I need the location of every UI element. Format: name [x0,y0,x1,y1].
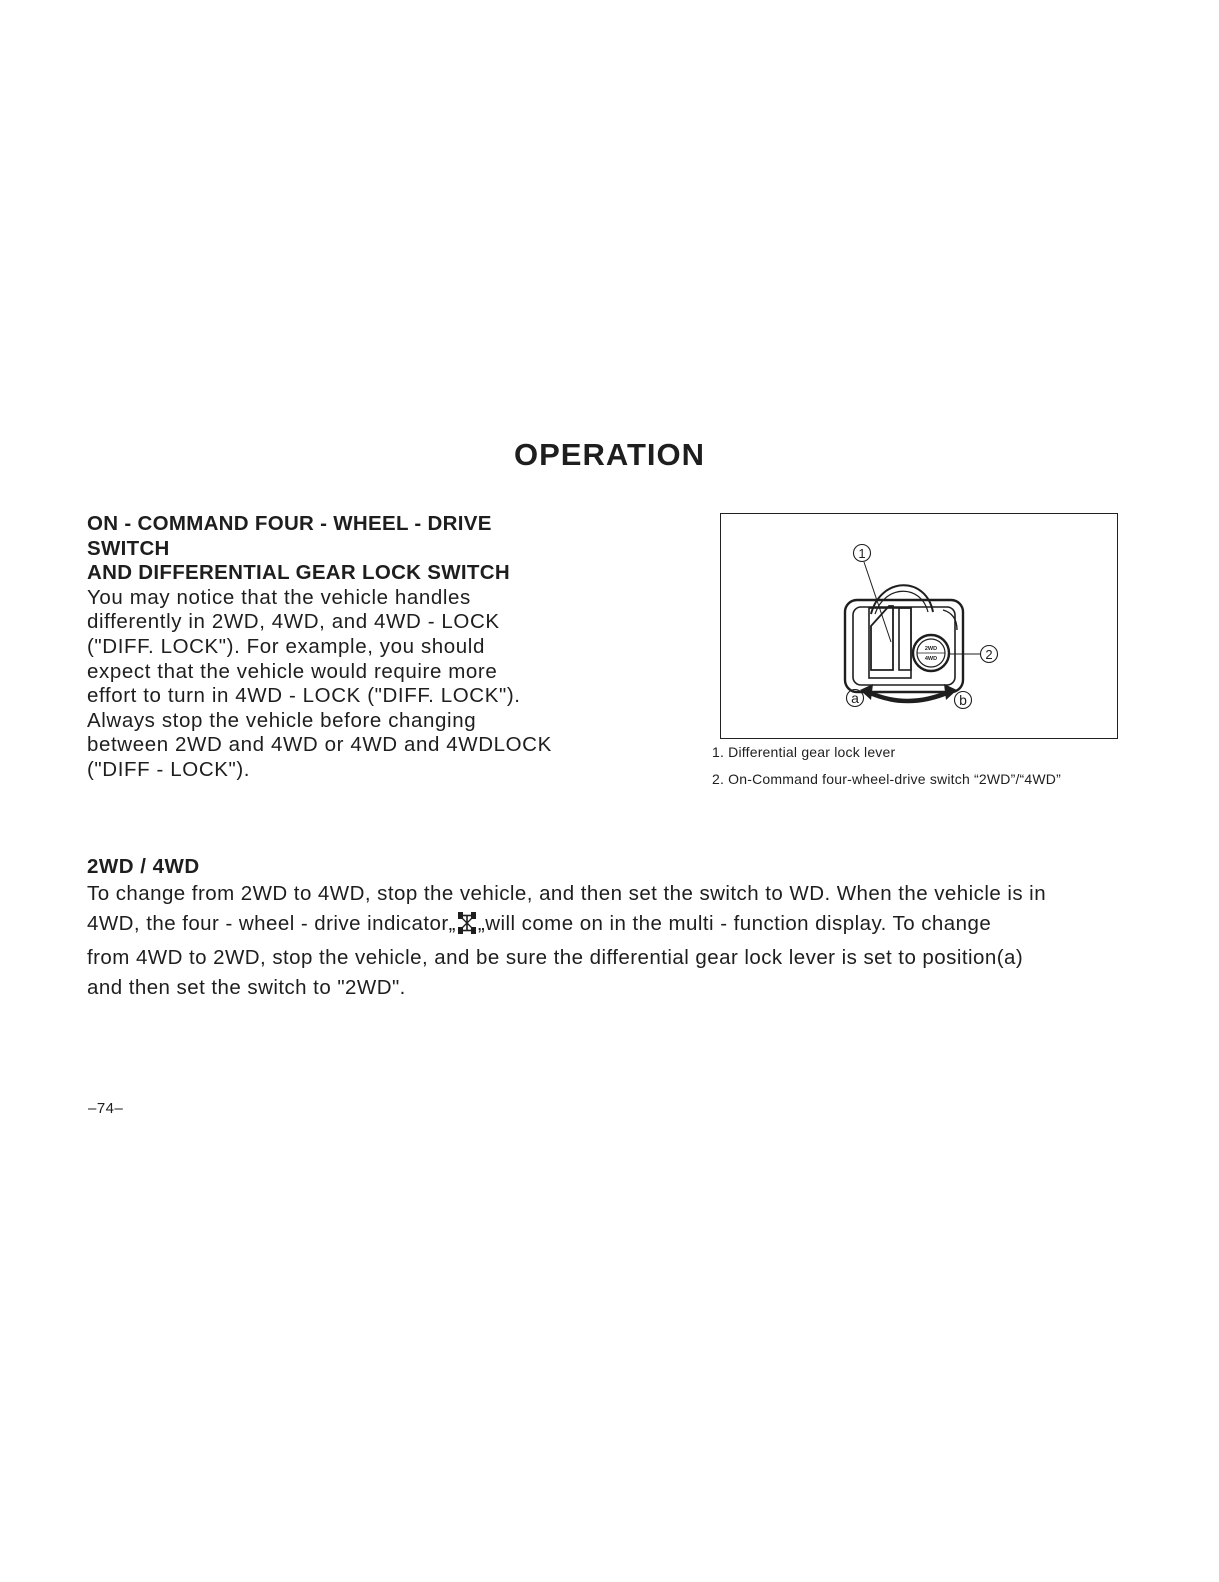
body-line: ("DIFF. LOCK"). For example, you should [87,634,485,658]
section-2-line-3: from 4WD to 2WD, stop the vehicle, and be sure the differential gear lock lever is set to position(a) [87,946,1024,969]
section-heading-line-2: SWITCH [87,536,170,560]
four-wheel-drive-indicator-icon [457,911,477,944]
switch-diagram [720,513,1118,739]
section-heading-line-1: ON - COMMAND FOUR - WHEEL - DRIVE [87,512,492,535]
section-4wd-switch [87,512,647,783]
section-2-heading: 2WD / 4WD [87,855,200,878]
figure-caption-1: 1. Differential gear lock lever [712,744,896,760]
body-line: between 2WD and 4WD or 4WD and 4WDLOCK [87,733,552,757]
line-2-start: 4WD, the four - wheel - drive indicator [87,911,449,935]
page-number: –74– [88,1100,124,1117]
section-2-line-1: To change from 2WD to 4WD, stop the vehicle, and then set the switch to WD. When the vehicle is in [87,882,1047,905]
figure-caption-2: 2. On-Command four-wheel-drive switch “2WD”/“4WD” [712,771,1061,787]
quote-open: „ [448,911,456,935]
switch-label-2wd: 2WD [924,646,938,652]
body-line: expect that the vehicle would require more [87,659,498,683]
body-line: effort to turn in 4WD - LOCK ("DIFF. LOCK"). [87,684,521,708]
position-arrow [868,692,949,701]
position-b-label: b [959,692,967,708]
page-title: OPERATION [514,437,705,472]
quote-close: „ [477,911,486,935]
callout-1-leader [864,562,891,642]
body-line: differently in 2WD, 4WD, and 4WD - LOCK [87,610,500,634]
position-a-label: a [851,690,859,706]
line-2-end: will come on in the multi - function display. To change [485,911,992,935]
section-2-line-4: and then set the switch to "2WD". [87,975,406,999]
section-heading-line-3: AND DIFFERENTIAL GEAR LOCK SWITCH [87,561,510,585]
body-line: You may notice that the vehicle handles [87,585,471,609]
section-2-line-2 [87,909,1147,944]
body-line: ("DIFF - LOCK"). [87,757,251,781]
section-2wd-4wd [87,855,1147,1002]
switch-label-4wd: 4WD [924,656,938,662]
body-line: Always stop the vehicle before changing [87,708,477,732]
switch-diagram-illustration [721,514,1119,740]
callout-2-label: 2 [985,647,993,662]
callout-1-label: 1 [858,546,866,561]
